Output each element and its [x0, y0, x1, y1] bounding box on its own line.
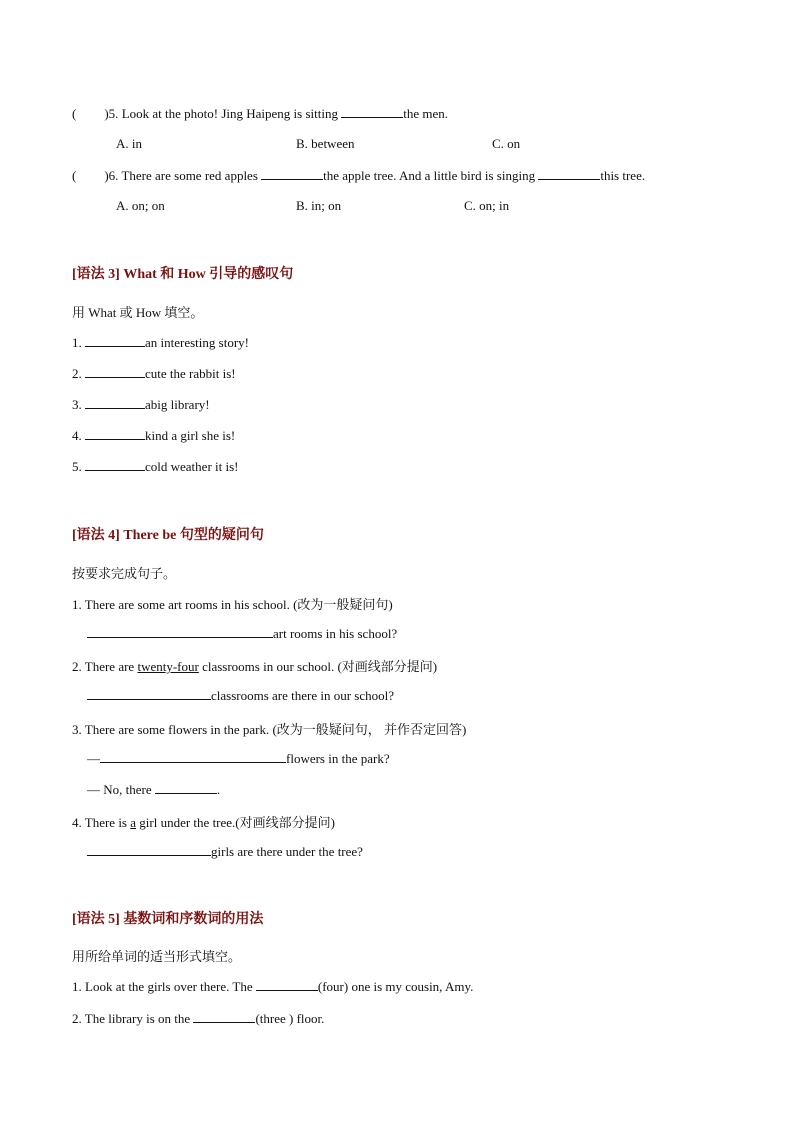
- section-3-instruction: 用 What 或 How 填空。: [72, 305, 204, 320]
- dash: —: [87, 751, 100, 766]
- item-text-start: 1. Look at the girls over there. The: [72, 979, 253, 994]
- answer-text: art rooms in his school?: [273, 626, 398, 641]
- numeral-item: [72, 1010, 324, 1027]
- fill-blank[interactable]: [155, 781, 217, 794]
- sentence-q2: [72, 656, 437, 675]
- answer-text: flowers in the park?: [286, 751, 390, 766]
- answer-line-q1: [87, 625, 397, 642]
- question-5: [72, 105, 448, 122]
- option-a: A. in: [116, 136, 142, 151]
- exclamation-item: [72, 365, 236, 382]
- fill-blank[interactable]: [100, 750, 286, 763]
- question-text-end: this tree.: [600, 168, 646, 183]
- question-text: Look at the photo! Jing Haipeng is sitting: [121, 106, 338, 121]
- answer-line-q3: [87, 750, 390, 767]
- answer-paren: (: [72, 168, 77, 183]
- sentence-end: classrooms in our school. (对画线部分提问): [198, 659, 438, 674]
- exclamation-item: [72, 458, 239, 475]
- item-text-start: 2. The library is on the: [72, 1011, 191, 1026]
- question-number: )6.: [104, 168, 119, 183]
- reply-text: — No, there: [87, 782, 152, 797]
- exclamation-item: [72, 427, 235, 444]
- question-6: [72, 167, 645, 184]
- item-number: 3.: [72, 397, 82, 412]
- option-a: A. on; on: [116, 198, 165, 213]
- exclamation-item: [72, 396, 210, 413]
- section-5-instruction: 用所给单词的适当形式填空。: [72, 949, 242, 964]
- item-text: cold weather it is!: [145, 459, 239, 474]
- fill-blank[interactable]: [538, 167, 600, 180]
- reply-line-q3: [87, 781, 220, 798]
- sentence-start: 2. There are: [72, 659, 138, 674]
- item-number: 4.: [72, 428, 82, 443]
- option-b: B. between: [296, 136, 355, 151]
- fill-blank[interactable]: [256, 978, 318, 991]
- fill-blank[interactable]: [261, 167, 323, 180]
- answer-paren: (: [72, 106, 77, 121]
- section-4-instruction: 按要求完成句子。: [72, 566, 177, 581]
- sentence-end: girl under the tree.(对画线部分提问): [136, 815, 335, 830]
- item-text-end: (three ) floor.: [255, 1011, 325, 1026]
- question-text: There are some red apples: [121, 168, 258, 183]
- item-text-end: (four) one is my cousin, Amy.: [317, 979, 474, 994]
- reply-end: .: [216, 782, 221, 797]
- option-c: C. on: [492, 136, 521, 151]
- item-number: 1.: [72, 335, 82, 350]
- fill-blank[interactable]: [87, 687, 211, 700]
- fill-blank[interactable]: [85, 334, 145, 347]
- sentence-q3: 3. There are some flowers in the park. (改为一般疑问句， 并作否定回答): [72, 722, 467, 737]
- answer-line-q2: [87, 687, 394, 704]
- fill-blank[interactable]: [87, 625, 273, 638]
- option-c: C. on; in: [464, 198, 510, 213]
- sentence-q1: 1. There are some art rooms in his school. (改为一般疑问句): [72, 597, 393, 612]
- section-3-heading: [语法 3] What 和 How 引导的感叹句: [72, 267, 294, 282]
- item-text: kind a girl she is!: [145, 428, 236, 443]
- section-5-heading: [语法 5] 基数词和序数词的用法: [72, 912, 264, 927]
- fill-blank[interactable]: [85, 365, 145, 378]
- item-text: an interesting story!: [145, 335, 249, 350]
- item-text: abig library!: [145, 397, 210, 412]
- exclamation-item: [72, 334, 249, 351]
- item-number: 2.: [72, 366, 82, 381]
- fill-blank[interactable]: [341, 105, 403, 118]
- fill-blank[interactable]: [85, 396, 145, 409]
- answer-line-q4: [87, 843, 363, 860]
- section-4-heading: [语法 4] There be 句型的疑问句: [72, 528, 264, 543]
- answer-text: classrooms are there in our school?: [211, 688, 395, 703]
- sentence-start: 4. There is: [72, 815, 131, 830]
- fill-blank[interactable]: [193, 1010, 255, 1023]
- item-number: 5.: [72, 459, 82, 474]
- question-text-end: the men.: [403, 106, 448, 121]
- underlined-part: twenty-four: [137, 659, 199, 674]
- question-number: )5.: [104, 106, 119, 121]
- answer-text: girls are there under the tree?: [211, 844, 363, 859]
- option-b: B. in; on: [296, 198, 342, 213]
- numeral-item: [72, 978, 473, 995]
- fill-blank[interactable]: [85, 427, 145, 440]
- sentence-q4: [72, 812, 335, 831]
- fill-blank[interactable]: [85, 458, 145, 471]
- underlined-part: a: [130, 815, 137, 830]
- question-text-mid: the apple tree. And a little bird is singing: [323, 168, 536, 183]
- fill-blank[interactable]: [87, 843, 211, 856]
- item-text: cute the rabbit is!: [145, 366, 236, 381]
